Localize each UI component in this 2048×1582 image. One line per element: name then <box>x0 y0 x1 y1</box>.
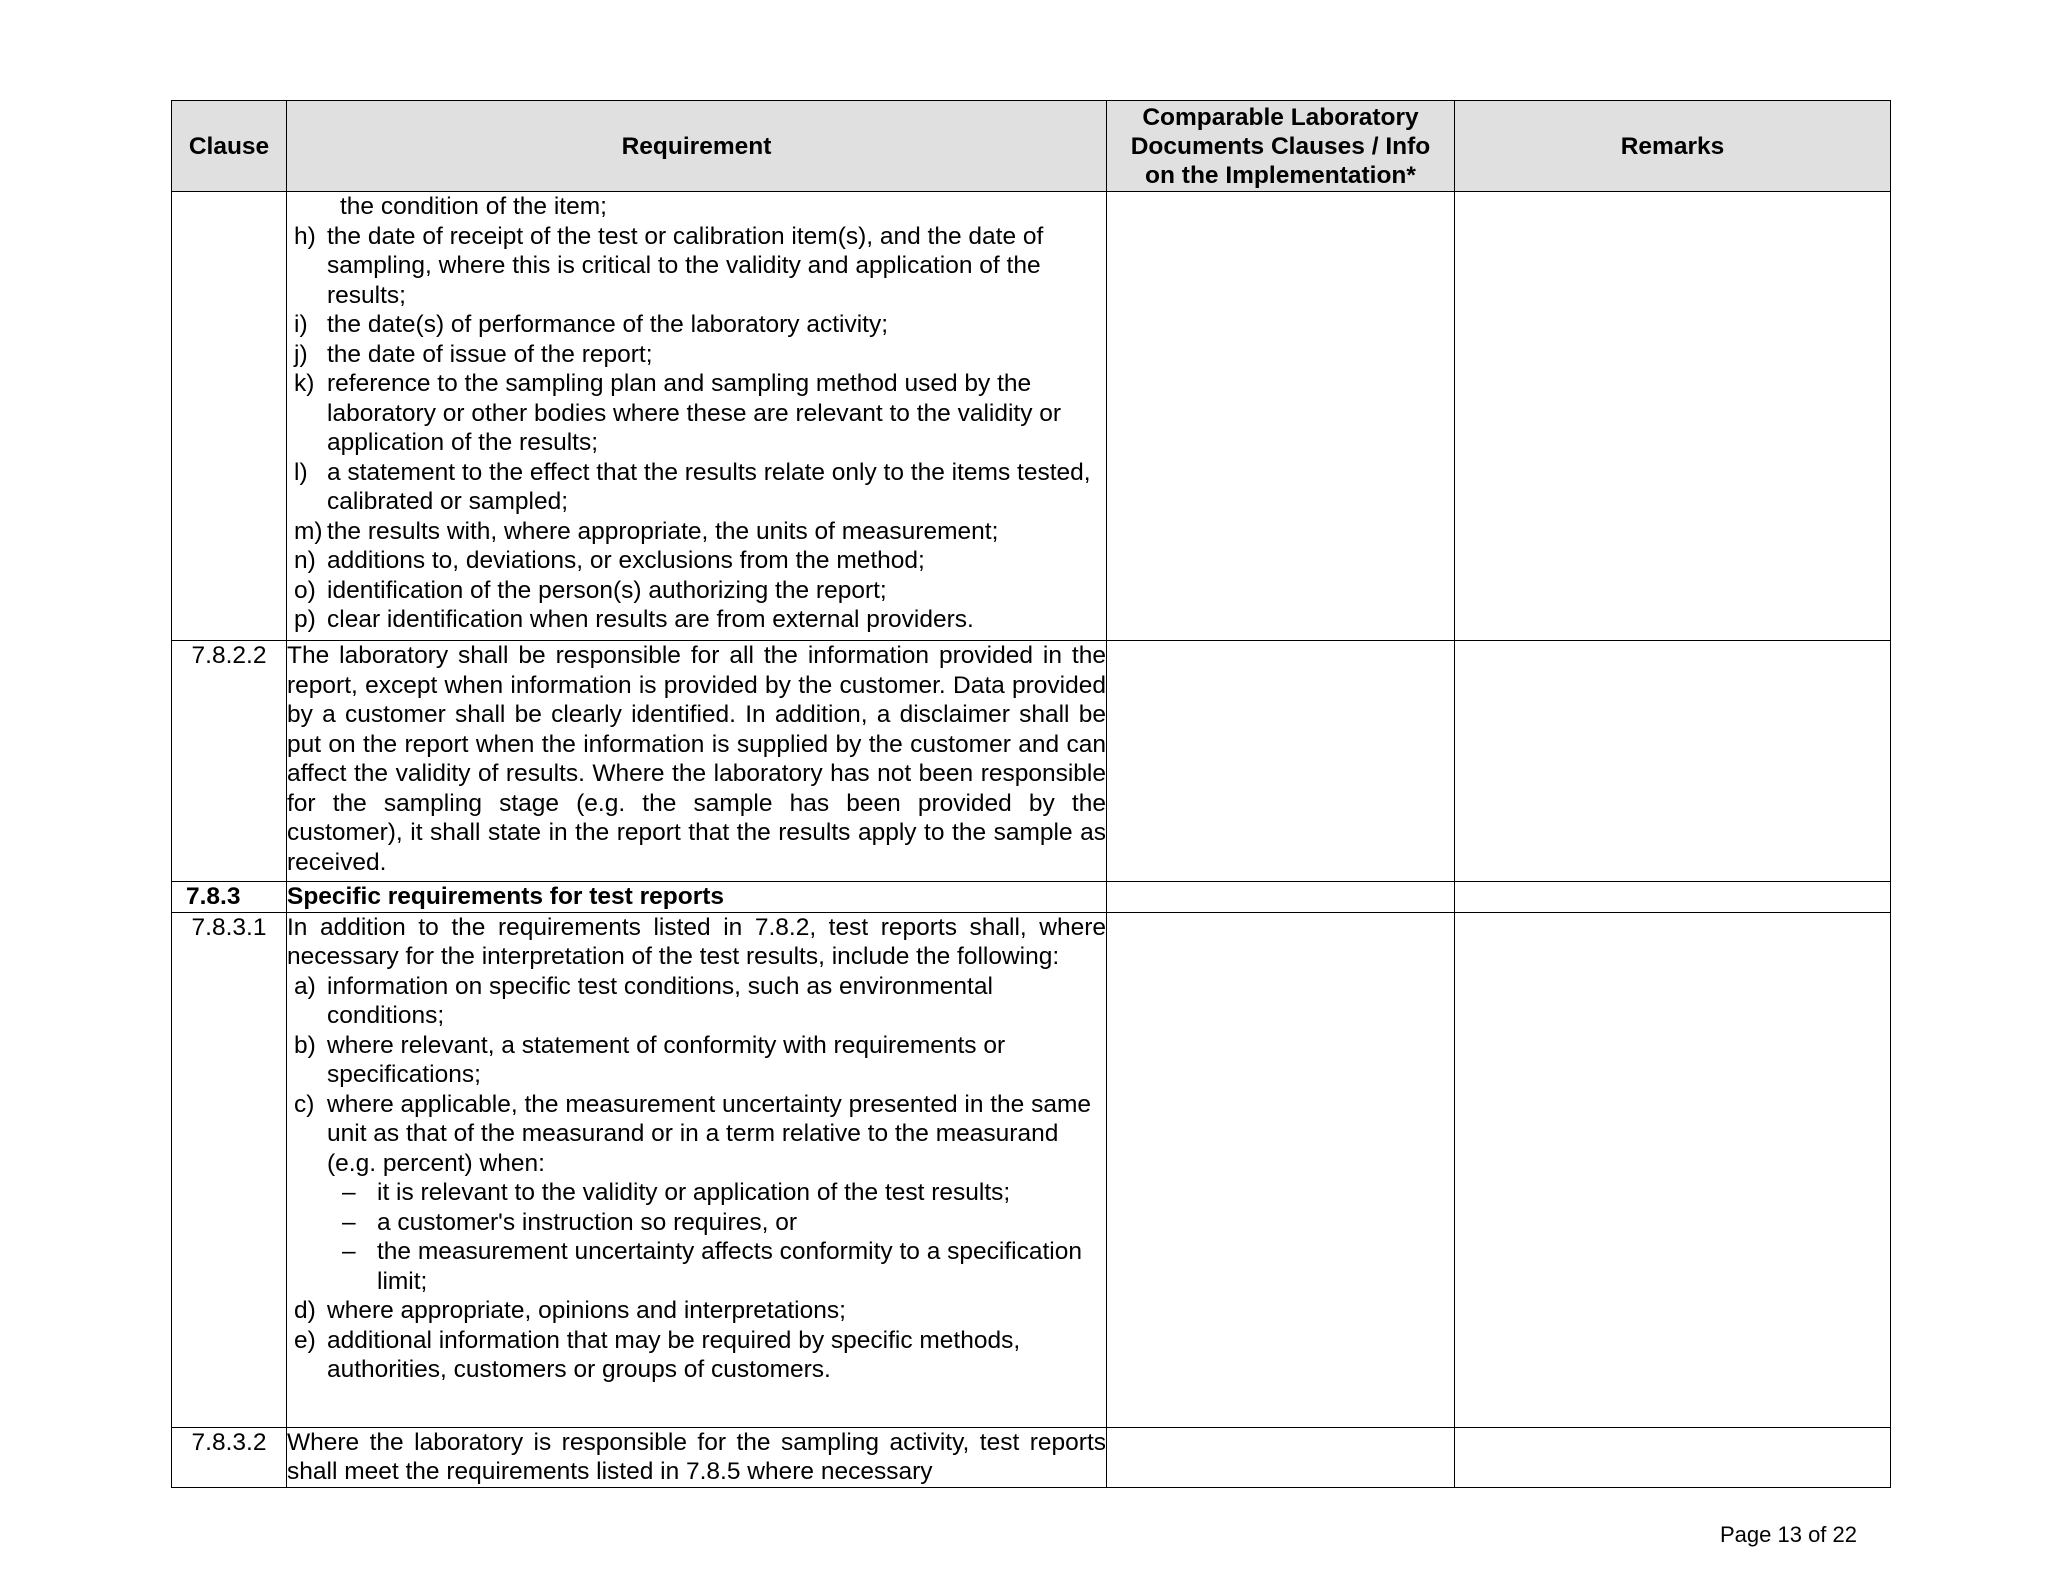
table-row <box>172 912 1891 1427</box>
list-item-label: i) <box>294 311 308 338</box>
list-item <box>287 369 1106 458</box>
list-item <box>287 546 1106 576</box>
remarks-cell[interactable] <box>1455 912 1891 1427</box>
list-item-label: n) <box>294 547 316 574</box>
list-item-text: the date of receipt of the test or calibration item(s), and the date of sampling, where this is critical to the validity and application of the results; <box>327 222 1044 309</box>
list-item-text: the results with, where appropriate, the units of measurement; <box>327 517 999 545</box>
header-remarks: Remarks <box>1455 101 1891 192</box>
list-item-text: identification of the person(s) authorizing the report; <box>327 576 887 604</box>
list-item-label: b) <box>294 1031 316 1059</box>
list-item <box>287 1090 1106 1179</box>
comparable-cell[interactable] <box>1107 912 1455 1427</box>
list-item-label: j) <box>294 340 308 368</box>
remarks-cell[interactable] <box>1455 1427 1891 1487</box>
header-comparable-line1: Comparable Laboratory <box>1142 103 1419 131</box>
requirement-cell: Specific requirements for test reports <box>287 882 1107 913</box>
list-item-text: information on specific test conditions, such as environmental conditions; <box>327 972 993 1029</box>
page-number: Page 13 of 22 <box>1720 1522 1858 1547</box>
sub-list-item <box>287 1178 1106 1208</box>
list-item-label: e) <box>294 1326 316 1354</box>
list-item-label: h) <box>294 222 316 250</box>
clause-cell: 7.8.3.2 <box>172 1427 287 1487</box>
list-item-label: k) <box>294 370 315 397</box>
list-item <box>287 222 1106 311</box>
header-comparable <box>1107 101 1455 192</box>
requirement-cell: Where the laboratory is responsible for the sampling activity, test reports shall meet the requirements listed in 7.8.5 where necessary <box>287 1428 1106 1485</box>
dash-bullet: – <box>342 1179 356 1206</box>
list-item-label: l) <box>294 458 308 486</box>
list-item <box>287 972 1106 1031</box>
list-item-text: additions to, deviations, or exclusions from the method; <box>327 547 925 574</box>
list-items-after <box>287 1296 1106 1385</box>
sub-list-items <box>287 1178 1106 1296</box>
comparable-cell[interactable] <box>1107 1427 1455 1487</box>
list-item-label: p) <box>294 606 316 633</box>
list-item <box>287 1296 1106 1326</box>
list-items <box>287 222 1106 635</box>
table-row <box>172 882 1891 913</box>
clause-cell: 7.8.3 <box>172 882 287 913</box>
list-item <box>287 1031 1106 1090</box>
remarks-cell[interactable] <box>1455 192 1891 641</box>
requirements-table <box>171 100 1891 1488</box>
requirement-cell <box>287 192 1107 641</box>
remarks-cell[interactable] <box>1455 882 1891 913</box>
sub-list-item-text: it is relevant to the validity or application of the test results; <box>377 1179 1011 1206</box>
requirement-intro: In addition to the requirements listed in 7.8.2, test reports shall, where necessary for the interpretation of the test results, include the following: <box>287 913 1106 970</box>
list-item-text: where relevant, a statement of conformity with requirements or specifications; <box>327 1031 1006 1088</box>
list-item-label: m) <box>294 517 323 545</box>
list-item-text: reference to the sampling plan and sampling method used by the laboratory or other bodies where these are relevant to the validity or application of the results; <box>327 370 1062 456</box>
list-item-text: the date of issue of the report; <box>327 340 653 368</box>
sub-list-item-text: a customer's instruction so requires, or <box>377 1208 797 1236</box>
remarks-cell[interactable] <box>1455 641 1891 882</box>
dash-bullet: – <box>342 1238 356 1265</box>
list-item <box>287 310 1106 340</box>
table-row <box>172 641 1891 882</box>
list-item-continuation: the condition of the item; <box>340 193 607 220</box>
header-requirement: Requirement <box>287 101 1107 192</box>
clause-cell: 7.8.2.2 <box>172 641 287 882</box>
header-comparable-line3: on the Implementation* <box>1145 161 1416 189</box>
comparable-cell[interactable] <box>1107 641 1455 882</box>
list-item-text: a statement to the effect that the results relate only to the items tested, calibrated or sampled; <box>327 458 1091 515</box>
list-item-text: additional information that may be required by specific methods, authorities, customers or groups of customers. <box>327 1326 1021 1383</box>
comparable-cell[interactable] <box>1107 192 1455 641</box>
list-item <box>287 517 1106 547</box>
table-row <box>172 1427 1891 1487</box>
list-item-text: clear identification when results are from external providers. <box>327 606 974 633</box>
list-items <box>287 972 1106 1179</box>
header-comparable-line2: Documents Clauses / Info <box>1130 132 1431 160</box>
clause-cell: 7.8.3.1 <box>172 912 287 1427</box>
list-item <box>287 605 1106 635</box>
requirement-cell: The laboratory shall be responsible for all the information provided in the report, except when information is provided by the customer. Data provided by a customer shall be clearly identified. In addition, a disclaimer shall be put on the report when the information is supplied by the customer and can affect the validity of results. Where the laboratory has not been responsible for the sampling stage (e.g. the sample has been provided by the customer), it shall state in the report that the results apply to the sample as received. <box>287 641 1107 882</box>
clause-cell <box>172 192 287 641</box>
list-item <box>287 1326 1106 1385</box>
comparable-cell[interactable] <box>1107 882 1455 913</box>
dash-bullet: – <box>342 1208 356 1236</box>
sub-list-item <box>287 1237 1106 1296</box>
list-item <box>287 340 1106 370</box>
list-item-label: a) <box>294 972 316 1000</box>
list-item-label: o) <box>294 576 316 604</box>
table-row <box>172 192 1891 641</box>
list-item-text: the date(s) of performance of the laboratory activity; <box>327 311 889 338</box>
list-item-text: where appropriate, opinions and interpretations; <box>327 1297 846 1324</box>
list-item <box>287 458 1106 517</box>
sub-list-item-text: the measurement uncertainty affects conformity to a specification limit; <box>377 1238 1082 1295</box>
requirement-cell <box>287 912 1107 1427</box>
sub-list-item <box>287 1208 1106 1238</box>
list-item-text: where applicable, the measurement uncertainty presented in the same unit as that of the measurand or in a term relative to the measurand (e.g. percent) when: <box>327 1090 1092 1177</box>
list-item-label: d) <box>294 1297 316 1324</box>
list-item <box>287 576 1106 606</box>
table-header-row <box>172 101 1891 192</box>
header-clause: Clause <box>172 101 287 192</box>
list-item-label: c) <box>294 1090 315 1118</box>
